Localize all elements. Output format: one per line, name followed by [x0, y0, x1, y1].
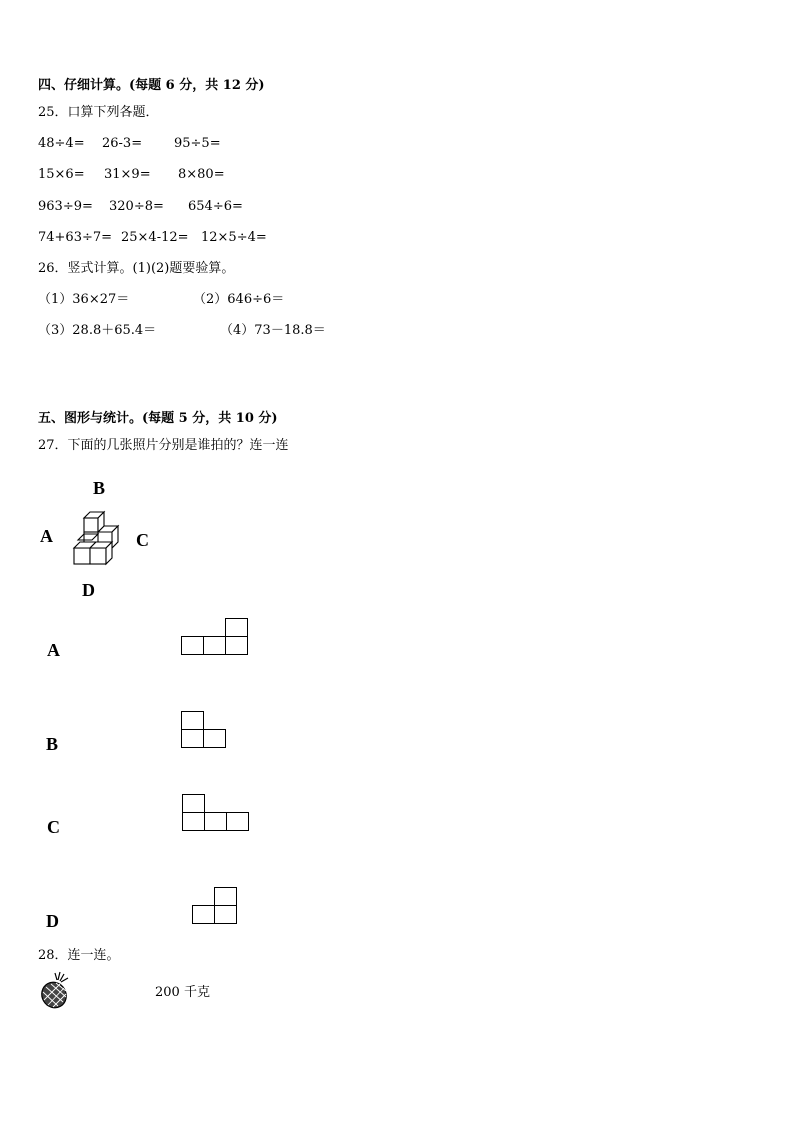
view-label: A: [47, 640, 60, 660]
view-label: D: [46, 911, 59, 931]
pineapple-icon: [38, 970, 72, 1010]
position-label-right: C: [136, 530, 149, 550]
calc-item: 25×4-12=: [121, 230, 189, 245]
square-cell: [214, 887, 237, 906]
calc-item: 12×5÷4=: [201, 230, 267, 245]
square-cell: [182, 812, 205, 831]
weight-label: 200 千克: [155, 985, 210, 1000]
view-a-figure: [181, 618, 251, 658]
square-cell: [181, 636, 204, 655]
section-5-title: 五、图形与统计。(每题 5 分，共 10 分): [38, 411, 278, 426]
view-label: C: [47, 817, 60, 837]
calc-item: 963÷9=: [38, 199, 93, 214]
calc-item: 26-3=: [102, 136, 143, 151]
cube-stack-icon: [70, 510, 122, 566]
calc-item: 48÷4=: [38, 136, 85, 151]
vertical-calc-item: （2）646÷6＝: [193, 292, 285, 307]
view-label: B: [46, 734, 59, 754]
view-b-figure: [181, 711, 231, 751]
calc-item: 74+63÷7=: [38, 230, 113, 245]
calc-item: 15×6=: [38, 167, 85, 182]
square-cell: [181, 711, 204, 730]
position-label-top: B: [93, 478, 106, 498]
question-25-stem: 25．口算下列各题．: [38, 105, 159, 120]
calc-item: 8×80=: [178, 167, 225, 182]
position-label-left: A: [40, 526, 53, 546]
view-d-figure: [192, 887, 242, 927]
calc-item: 654÷6=: [188, 199, 243, 214]
square-cell: [204, 812, 227, 831]
vertical-calc-item: （3）28.8＋65.4＝: [38, 323, 157, 338]
vertical-calc-item: （4）73－18.8＝: [220, 323, 326, 338]
calc-item: 320÷8=: [109, 199, 164, 214]
question-26-stem: 26．竖式计算。(1)(2)题要验算。: [38, 261, 235, 276]
question-27-stem: 27．下面的几张照片分别是谁拍的？连一连: [38, 438, 289, 453]
square-cell: [214, 905, 237, 924]
view-c-figure: [182, 794, 252, 834]
vertical-calc-item: （1）36×27＝: [38, 292, 130, 307]
square-cell: [226, 812, 249, 831]
square-cell: [192, 905, 215, 924]
square-cell: [225, 636, 248, 655]
square-cell: [203, 636, 226, 655]
calc-item: 31×9=: [104, 167, 151, 182]
square-cell: [182, 794, 205, 813]
square-cell: [203, 729, 226, 748]
section-4-title: 四、仔细计算。(每题 6 分，共 12 分): [38, 78, 265, 93]
calc-item: 95÷5=: [174, 136, 221, 151]
square-cell: [225, 618, 248, 637]
square-cell: [181, 729, 204, 748]
question-28-stem: 28．连一连。: [38, 948, 120, 963]
position-label-bottom: D: [82, 580, 95, 600]
